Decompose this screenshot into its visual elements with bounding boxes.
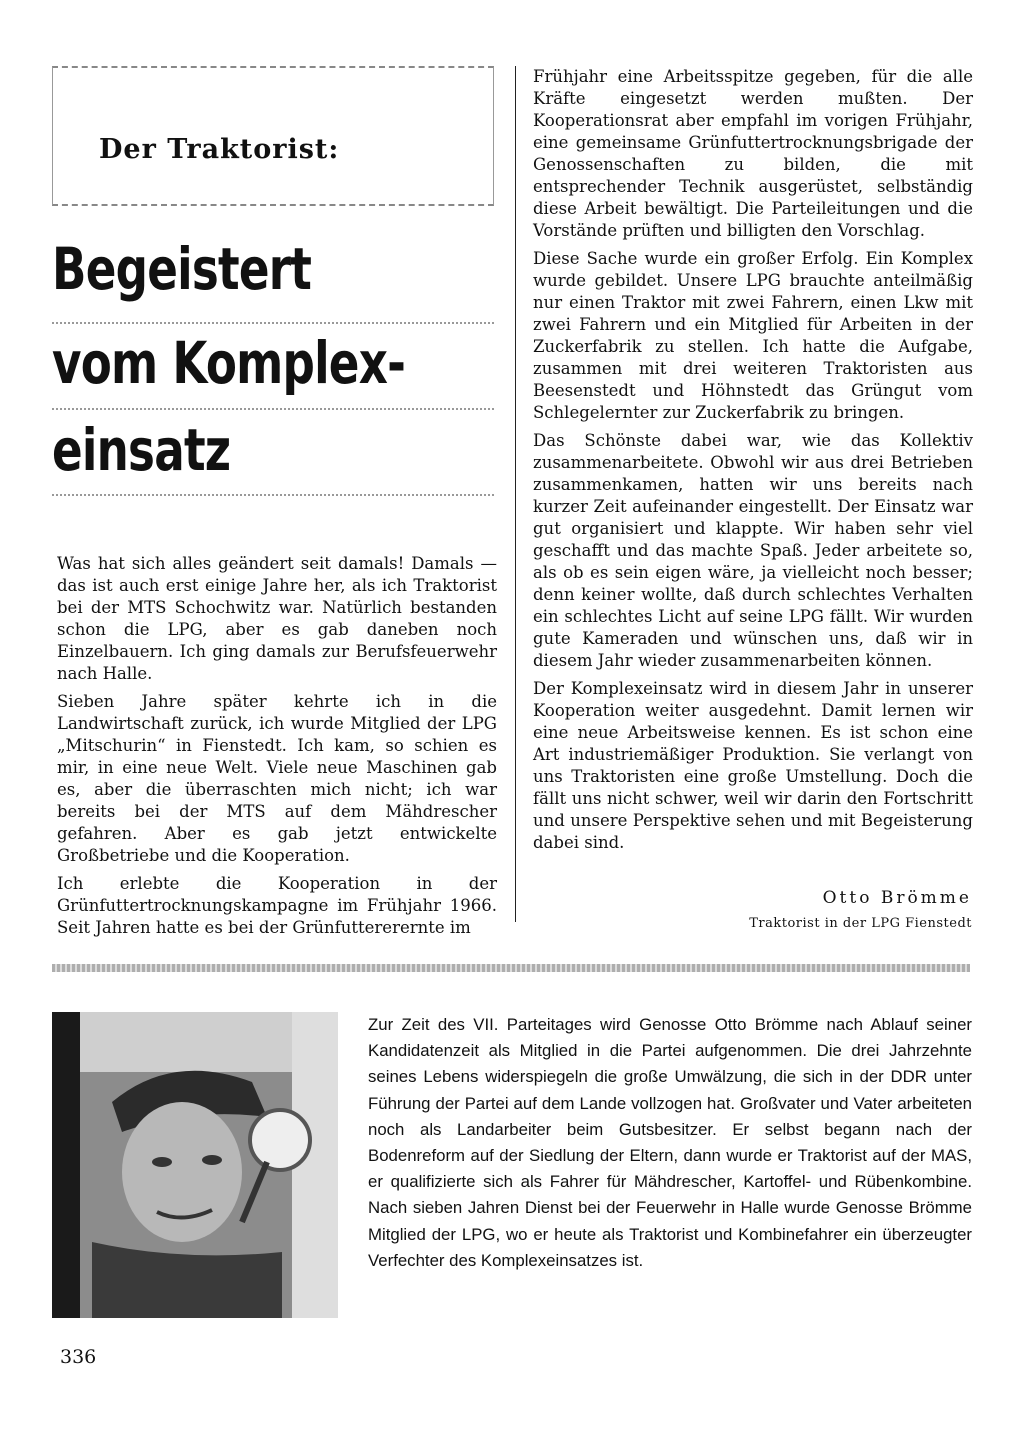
kicker-box: [52, 66, 494, 206]
paragraph: Ich erlebte die Kooperation in der Grünfuttertrocknungskampagne im Frühjahr 1966. Seit Jahren hatte es bei der Grünfuttererernte im: [57, 874, 497, 937]
paragraph: Das Schönste dabei war, wie das Kollektiv zusammenarbeitete. Obwohl wir aus drei Betrieben zusammenkamen, hatten wir uns bereits nach kurzer Zeit aufeinander eingestellt. Der Einsatz war gut organisiert und klappte. Wir haben sehr viel geschafft und das machte Spaß. Jeder arbeitete so, als ob es sein eigen wäre, ja vielleicht noch besser; denn keiner wollte, daß durch schlechtes Verhalten ein schlechtes Licht auf seine LPG fällt. Wir wurden gute Kameraden und wünschen uns, daß wir in diesem Jahr wieder zusammenarbeiten können.: [533, 431, 973, 670]
bio-caption: Zur Zeit des VII. Parteitages wird Genosse Otto Brömme nach Ablauf seiner Kandidatenzeit als Mitglied in die Partei aufgenommen. Die drei Jahrzehnte seines Lebens widerspiegeln die große Umwälzung, die sich in der DDR unter Führung der Partei auf dem Lande vollzogen hat. Großvater und Vater arbeiteten noch als Landarbeiter beim Gutsbesitzer. Er selbst begann nach der Bodenreform auf der Siedlung der Eltern, dann wurde er Traktorist auf der MAS, er qualifizierte sich als Fahrer für Mähdrescher, Kartoffel- und Rübenkombine. Nach sieben Jahren Dienst bei der Feuerwehr in Halle wurde Genosse Brömme Mitglied der LPG, wo er heute als Traktorist und Kombinefahrer ein überzeugter Verfechter des Komplexeinsatzes ist.: [368, 1015, 972, 1270]
author-role: Traktorist in der LPG Fienstedt: [749, 916, 972, 931]
page-number: 336: [60, 1346, 97, 1368]
headline-line-2: vom Komplex-: [52, 329, 406, 397]
article-right-column: [533, 66, 973, 860]
author-name: Otto Brömme: [822, 888, 972, 908]
headline-rule-1: [52, 322, 494, 324]
headline-line-3: einsatz: [52, 416, 231, 484]
headline-rule-bottom: [52, 494, 494, 496]
portrait-photo: [52, 1012, 338, 1318]
headline-rule-2: [52, 408, 494, 410]
article-left-column: [57, 553, 497, 945]
paragraph: Frühjahr eine Arbeitsspitze gegeben, für die alle Kräfte eingesetzt werden mußten. Der Kooperationsrat aber empfahl im vorigen Frühjahr, eine gemeinsame Grünfuttertrocknungsbrigade der Genossenschaften zu bilden, die mit entsprechender Technik ausgerüstet, selbständig diese Arbeit bewältigt. Die Parteileitungen und die Vorstände prüften und billigten den Vorschlag.: [533, 67, 973, 240]
paragraph: Sieben Jahre später kehrte ich in die Landwirtschaft zurück, ich wurde Mitglied der LPG „Mitschurin“ in Fienstedt. Ich kam, so schien es mir, in eine neue Welt. Viele neue Maschinen gab es, aber die überraschten mich nicht; ich war bereits bei der MTS auf dem Mähdrescher gefahren. Aber es gab jetzt entwickelte Großbetriebe und die Kooperation.: [57, 692, 497, 865]
headline: [52, 235, 494, 484]
paragraph: Diese Sache wurde ein großer Erfolg. Ein Komplex wurde gebildet. Unsere LPG brauchte anteilmäßig nur einen Traktor mit zwei Fahrern, einen Lkw mit zwei Fahrern und ein Mitglied für Arbeiten in der Zuckerfabrik zu stellen. Ich hatte die Aufgabe, zusammen mit drei weiteren Traktoristen aus Beesenstedt und Höhnstedt das Grüngut vom Schlegelernter zur Zuckerfabrik zu bringen.: [533, 249, 973, 422]
paragraph: Was hat sich alles geändert seit damals! Damals — das ist auch erst einige Jahre her, als ich Traktorist bei der MTS Schochwitz war. Natürlich bestanden schon die LPG, aber es gab daneben noch Einzelbauern. Ich ging damals zur Berufsfeuerwehr nach Halle.: [57, 554, 497, 683]
column-divider: [515, 66, 516, 922]
headline-line-1: Begeistert: [52, 235, 312, 303]
section-separator: [52, 964, 970, 972]
kicker-title: Der Traktorist:: [99, 134, 340, 165]
portrait-illustration: [52, 1012, 338, 1318]
paragraph: Der Komplexeinsatz wird in diesem Jahr in unserer Kooperation weiter ausgedehnt. Damit lernen wir eine neue Arbeitsweise kennen. Es ist schon eine Art industriemäßiger Produktion. Sie verlangt von uns Traktoristen eine große Umstellung. Doch die fällt uns nicht schwer, weil wir darin den Fortschritt und unsere Perspektive sehen und mit Begeisterung dabei sind.: [533, 679, 973, 852]
